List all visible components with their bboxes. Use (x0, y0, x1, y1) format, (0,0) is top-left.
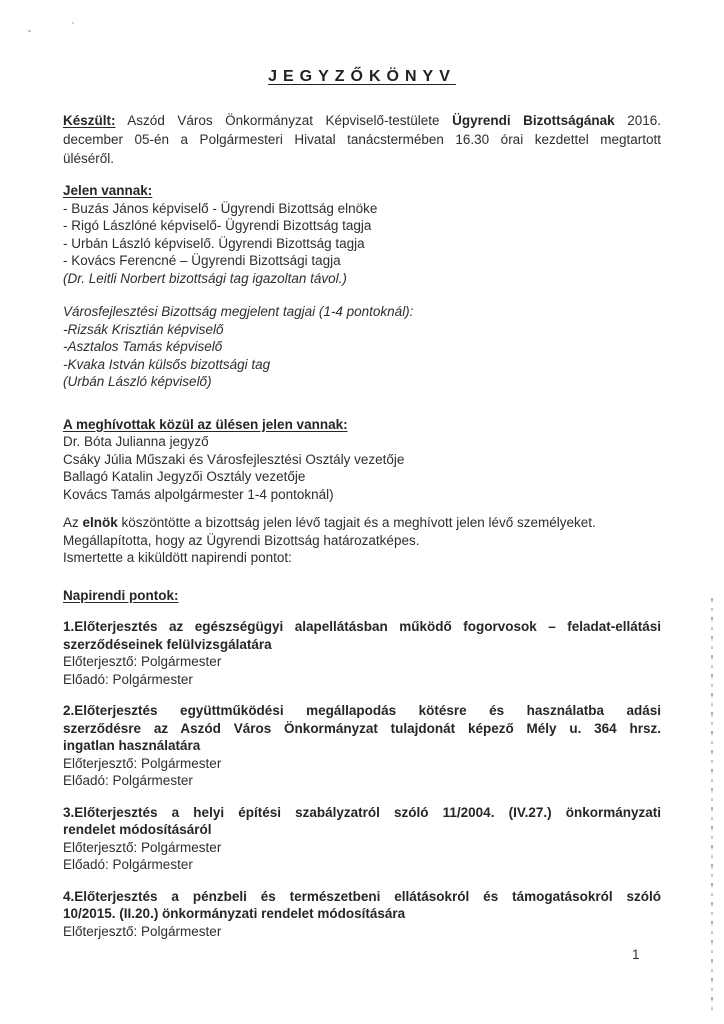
invitees-section (63, 416, 661, 504)
agenda-item-3-presenter: Előterjesztő: Polgármester (63, 839, 222, 855)
attendance-member: - Kovács Ferencné – Ügyrendi Bizottsági tagja (63, 253, 341, 268)
agenda-item-2-speaker: Előadó: Polgármester (63, 773, 193, 788)
attendance-section (63, 182, 661, 287)
agenda-item-3 (63, 804, 661, 874)
agenda-item-2 (63, 702, 661, 790)
intro-line1-bold: Ügyrendi Bizottságának (452, 113, 615, 128)
invitee: Csáky Júlia Műszaki és Városfejlesztési Osztály vezetője (63, 451, 405, 467)
agenda-item-2-title-line: ingatlan használatára (63, 738, 201, 753)
agenda-item-4-title-line: 4.Előterjesztés a pénzbeli és természetbeni ellátásokról és támogatásokról szóló (63, 888, 661, 904)
chair-line1-text: köszöntötte a bizottság jelen lévő tagjait és a meghívott jelen lévő személyeket. (117, 515, 596, 530)
agenda-item-2-title-line: szerződésre az Aszód Város Önkormányzat tulajdonát képező Mély u. 364 hrsz. (63, 720, 661, 736)
chair-line-3: Ismertette a kiküldött napirendi pontot: (63, 550, 292, 565)
agenda-heading: Napirendi pontok: (63, 587, 179, 603)
agenda-item-4-presenter: Előterjesztő: Polgármester (63, 923, 222, 939)
chair-paragraph (63, 514, 661, 567)
citydev-member: -Asztalos Tamás képviselő (63, 339, 223, 354)
intro-paragraph (63, 111, 661, 168)
intro-line-1 (63, 111, 661, 130)
agenda-item-1-speaker: Előadó: Polgármester (63, 671, 193, 687)
citydev-member: -Kvaka István külsős bizottsági tag (63, 356, 271, 372)
invitee: Kovács Tamás alpolgármester 1-4 pontoknál) (63, 486, 334, 502)
chair-line-1 (63, 514, 661, 532)
agenda-item-2-presenter: Előterjesztő: Polgármester (63, 755, 222, 771)
page-number: 1 (632, 947, 640, 962)
attendance-member: - Urbán László képviselő. Ügyrendi Bizottság tagja (63, 235, 365, 251)
intro-line1-end: 2016. (614, 113, 661, 128)
agenda-item-3-speaker: Előadó: Polgármester (63, 857, 193, 872)
scan-artifact-speck (72, 22, 74, 24)
agenda-item-1 (63, 618, 661, 688)
attendance-member: - Rigó Lászlóné képviselő- Ügyrendi Bizottság tagja (63, 218, 372, 233)
document-content (63, 0, 661, 940)
chair-line-2: Megállapította, hogy az Ügyrendi Bizottság határozatképes. (63, 532, 420, 548)
attendance-heading: Jelen vannak: (63, 183, 153, 198)
invitee: Ballagó Katalin Jegyzői Osztály vezetője (63, 469, 306, 484)
agenda-item-1-title-line: 1.Előterjesztés az egészségügyi alapellátásban működő fogorvosok – feladat-ellátási (63, 619, 661, 634)
scan-artifact-edge-marks (711, 598, 713, 1016)
intro-line-3: üléséről. (63, 151, 115, 166)
invitees-heading: A meghívottak közül az ülésen jelen vannak: (63, 416, 348, 432)
agenda-item-1-title-line: szerződéseinek felülvizsgálatára (63, 636, 272, 652)
attendance-member: - Buzás János képviselő - Ügyrendi Bizottság elnöke (63, 200, 378, 216)
chair-prefix: Az (63, 515, 83, 530)
intro-line1-text: Aszód Város Önkormányzat Képviselő-testülete (115, 113, 453, 128)
scan-artifact-speck (28, 29, 32, 32)
agenda-item-2-title-line: 2.Előterjesztés együttműködési megállapodás kötésre és használatba adási (63, 703, 661, 718)
intro-line-2: december 05-én a Polgármesteri Hivatal tanácstermében 16.30 órai kezdettel megtartott (63, 132, 661, 147)
agenda-item-1-presenter: Előterjesztő: Polgármester (63, 654, 222, 669)
document-title: JEGYZŐKÖNYV (268, 68, 456, 85)
agenda-item-3-title-line: rendelet módosításáról (63, 822, 212, 837)
absent-note: (Dr. Leitli Norbert bizottsági tag igazoltan távol.) (63, 270, 347, 286)
agenda-item-4 (63, 888, 661, 941)
citydev-section (63, 303, 661, 391)
chair-bold: elnök (82, 515, 118, 530)
citydev-member: (Urbán László képviselő) (63, 374, 212, 389)
citydev-heading: Városfejlesztési Bizottság megjelent tagjai (1-4 pontoknál): (63, 304, 414, 319)
citydev-member: -Rizsák Krisztián képviselő (63, 321, 224, 337)
invitee: Dr. Bóta Julianna jegyző (63, 434, 209, 449)
agenda-item-4-title-line: 10/2015. (II.20.) önkormányzati rendelet módosítására (63, 906, 406, 921)
intro-label: Készült: (63, 113, 116, 128)
agenda-item-3-title-line: 3.Előterjesztés a helyi építési szabályzatról szóló 11/2004. (IV.27.) önkormányzati (63, 804, 661, 820)
